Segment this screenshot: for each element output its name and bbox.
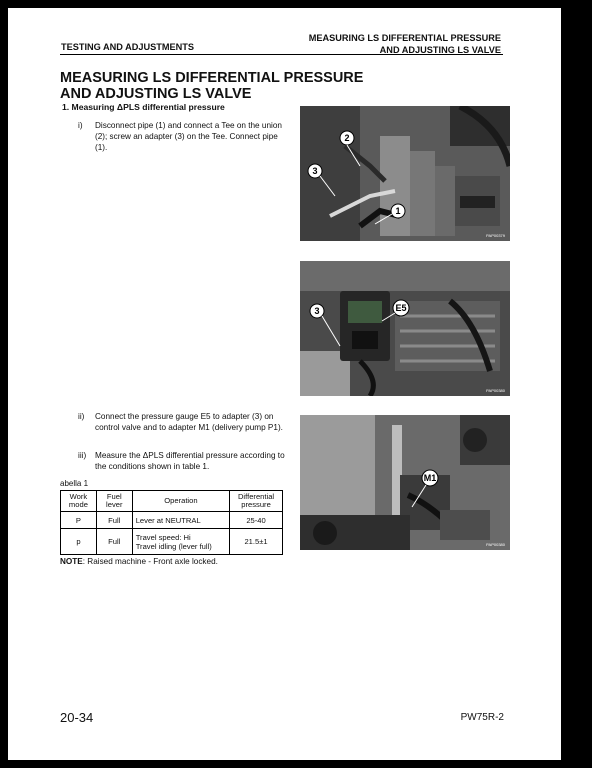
table-cell-pressure: 21.5±1: [230, 529, 283, 555]
table-header-cell: Work mode: [61, 491, 97, 512]
table-cell-fuel: Full: [96, 529, 132, 555]
step-text: Disconnect pipe (1) and connect a Tee on the union (2); screw an adapter (3) on the Tee. Connect pipe (1).: [95, 121, 282, 152]
table-header-row: [61, 491, 283, 512]
section-heading: 1. Measuring ΔPLS differential pressure: [62, 102, 225, 112]
photo-code: PAP00380: [486, 542, 505, 547]
photo-code: PAP00380: [486, 388, 505, 393]
step-text: Measure the ΔPLS differential pressure according to the conditions shown in table 1.: [95, 451, 285, 471]
callout-3: 3: [312, 166, 318, 176]
table-header-cell: Differential pressure: [230, 491, 283, 512]
header-running-title-line1: MEASURING LS DIFFERENTIAL PRESSURE: [308, 33, 501, 43]
page-title-line2: AND ADJUSTING LS VALVE: [60, 86, 252, 102]
model-code: PW75R-2: [460, 712, 504, 723]
header-rule: [60, 54, 503, 55]
table-row: [61, 512, 283, 529]
page-title: [60, 70, 390, 102]
header-running-title-line2: AND ADJUSTING LS VALVE: [379, 45, 501, 55]
table-cell-mode: P: [61, 512, 97, 529]
page-title-line1: MEASURING LS DIFFERENTIAL PRESSURE: [60, 70, 364, 86]
table-header-cell: Operation: [132, 491, 229, 512]
photo-control-valve-union: [300, 106, 510, 241]
note-label: NOTE: [60, 557, 83, 566]
step-item: [78, 411, 296, 445]
table-cell-mode: p: [61, 529, 97, 555]
callout-e5: E5: [395, 303, 407, 313]
step-item: [78, 450, 296, 474]
pressure-table: [60, 490, 283, 555]
photo-code: PAP00379: [486, 233, 505, 238]
step-number: iii): [78, 451, 87, 460]
callout-2: 2: [344, 133, 350, 143]
callout-3: 3: [314, 306, 320, 316]
page-number: 20-34: [60, 710, 94, 725]
table-header-cell: Fuel lever: [96, 491, 132, 512]
table-row: [61, 529, 283, 555]
step-number: ii): [78, 412, 85, 421]
step-text: Connect the pressure gauge E5 to adapter (3) on control valve and to adapter M1 (delivery pump P1).: [95, 412, 283, 432]
table-cell-fuel: Full: [96, 512, 132, 529]
header-running-title: [309, 32, 501, 56]
operation-line: Travel idling (lever full): [135, 541, 212, 551]
callout-1: 1: [395, 206, 401, 216]
step-number: i): [78, 121, 83, 130]
header-section-title: TESTING AND ADJUSTMENTS: [61, 42, 195, 52]
manual-page: [8, 8, 561, 760]
step-item: [78, 120, 288, 154]
callout-m1: M1: [423, 473, 437, 483]
photo-pressure-gauge-e5: [300, 261, 510, 396]
note: [60, 557, 218, 566]
photo-adapter-m1: [300, 415, 510, 550]
table-cell-operation: [132, 529, 229, 555]
table-cell-operation: [132, 512, 229, 529]
table-cell-pressure: 25-40: [230, 512, 283, 529]
operation-line: Lever at NEUTRAL: [135, 515, 201, 525]
operation-line: Travel speed: Hi: [135, 532, 191, 542]
table-caption: abella 1: [60, 479, 89, 488]
note-text: : Raised machine - Front axle locked.: [82, 557, 218, 566]
